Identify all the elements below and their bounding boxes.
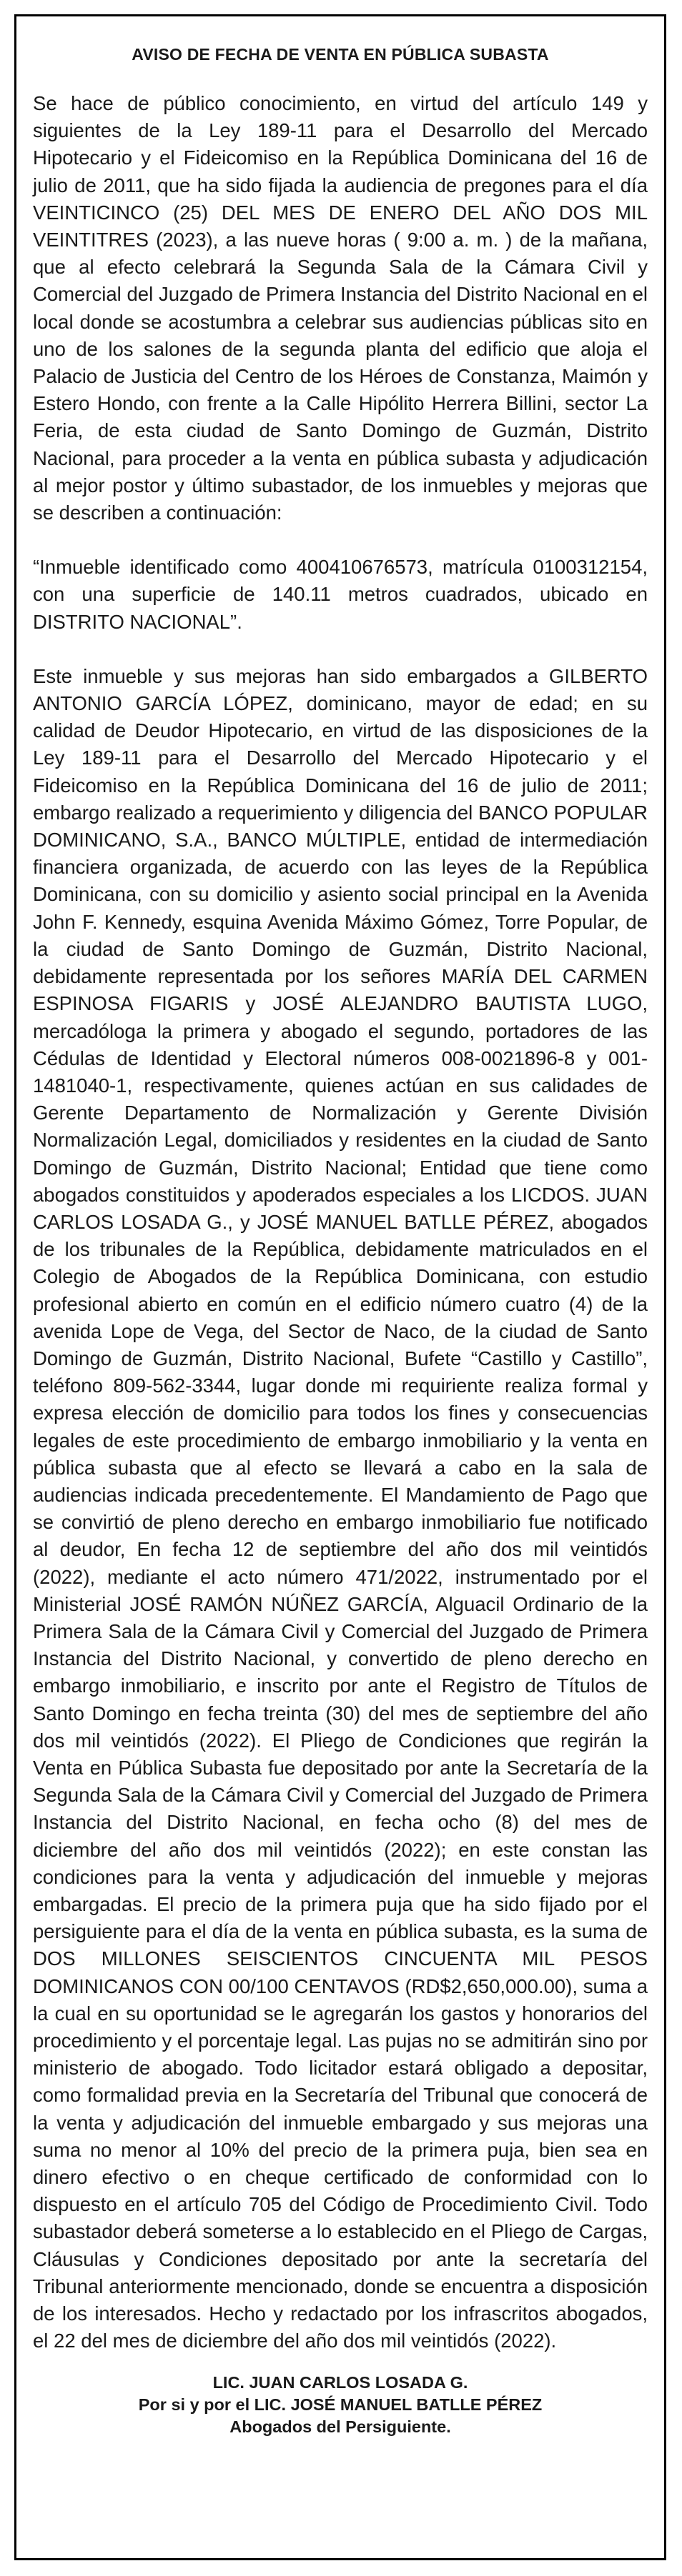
paragraph-gap (33, 526, 648, 554)
signature-block (33, 2372, 648, 2438)
signature-role: Abogados del Persiguiente. (229, 2417, 451, 2437)
notice-paragraph-property: “Inmueble identificado como 400410676573, matrícula 0100312154, con una superficie de 140.11 metros cuadrados, ubicado en DISTRITO NACIONAL”. (33, 556, 648, 633)
paragraph-gap (33, 636, 648, 663)
signature-co-lawyer: Por si y por el LIC. JOSÉ MANUEL BATLLE PÉREZ (138, 2395, 543, 2415)
notice-paragraph-hearing: Se hace de público conocimiento, en virtud del artículo 149 y siguientes de la Ley 189-11 para el Desarrollo del Mercado Hipotecario y el Fideicomiso en la República Dominicana del 16 de julio de 2011, que ha sido fijada la audiencia de pregones para el día VEINTICINCO (25) DEL MES DE ENERO DEL AÑO DOS MIL VEINTITRES (2023), a las nueve horas ( 9:00 a. m. ) de la mañana, que al efecto celebrará la Segunda Sala de la Cámara Civil y Comercial del Juzgado de Primera Instancia del Distrito Nacional en el local donde se acostumbra a celebrar sus audiencias públicas sito en uno de los salones de la segunda planta del edificio que aloja el Palacio de Justicia del Centro de los Héroes de Constanza, Maimón y Estero Hondo, con frente a la Calle Hipólito Herrera Billini, sector La Feria, de esta ciudad de Santo Domingo de Guzmán, Distrito Nacional, para proceder a la venta en pública subasta y adjudicación al mejor postor y último subastador, de los inmuebles y mejoras que se describen a continuación: (33, 92, 648, 524)
legal-notice (14, 14, 666, 2560)
signature-lawyer-name: LIC. JUAN CARLOS LOSADA G. (212, 2373, 468, 2392)
notice-paragraph-seizure: Este inmueble y sus mejoras han sido embargados a GILBERTO ANTONIO GARCÍA LÓPEZ, dominicano, mayor de edad; en su calidad de Deudor Hipotecario, en virtud de las disposiciones de la Ley 189-11 para el Desarrollo del Mercado Hipotecario y el Fideicomiso en la República Dominicana del 16 de julio de 2011; embargo realizado a requerimiento y diligencia del BANCO POPULAR DOMINICANO, S.A., BANCO MÚLTIPLE, entidad de intermediación financiera organizada, de acuerdo con las leyes de la República Dominicana, con su domicilio y asiento social principal en la Avenida John F. Kennedy, esquina Avenida Máximo Gómez, Torre Popular, de la ciudad de Santo Domingo de Guzmán, Distrito Nacional, debidamente representada por los señores MARÍA DEL CARMEN ESPINOSA FIGARIS y JOSÉ ALEJANDRO BAUTISTA LUGO, mercadóloga la primera y abogado el segundo, portadores de las Cédulas de Identidad y Electoral números 008-0021896-8 y 001-1481040-1, respectivamente, quienes actúan en sus calidades de Gerente Departamento de Normalización y Gerente División Normalización Legal, domiciliados y residentes en la ciudad de Santo Domingo de Guzmán, Distrito Nacional; Entidad que tiene como abogados constituidos y apoderados especiales a los LICDOS. JUAN CARLOS LOSADA G., y JOSÉ MANUEL BATLLE PÉREZ, abogados de los tribunales de la República, debidamente matriculados en el Colegio de Abogados de la República Dominicana, con estudio profesional abierto en común en el edificio número cuatro (4) de la avenida Lope de Vega, del Sector de Naco, de la ciudad de Santo Domingo de Guzmán, Distrito Nacional, Bufete “Castillo y Castillo”, teléfono 809-562-3344, lugar donde mi requiriente realiza formal y expresa elección de domicilio para todos los fines y consecuencias legales de este procedimiento de embargo inmobiliario y la venta en pública subasta que al efecto se llevará a cabo en la sala de audiencias indicada precedentemente. El Mandamiento de Pago que se convirtió de pleno derecho en embargo inmobiliario fue notificado al deudor, En fecha 12 de septiembre del año dos mil veintidós (2022), mediante el acto número 471/2022, instrumentado por el Ministerial JOSÉ RAMÓN NÚÑEZ GARCÍA, Alguacil Ordinario de la Primera Sala de la Cámara Civil y Comercial del Juzgado de Primera Instancia del Distrito Nacional, y convertido de pleno derecho en embargo inmobiliario, e inscrito por ante el Registro de Títulos de Santo Domingo en fecha treinta (30) del mes de septiembre del año dos mil veintidós (2022). El Pliego de Condiciones que regirán la Venta en Pública Subasta fue depositado por ante la Secretaría de la Segunda Sala de la Cámara Civil y Comercial del Juzgado de Primera Instancia del Distrito Nacional, en fecha ocho (8) del mes de diciembre del año dos mil veintidós (2022); en este constan las condiciones para la venta y adjudicación del inmueble y mejoras embargadas. El precio de la primera puja que ha sido fijado por el persiguiente para el día de la venta en pública subasta, es la suma de DOS MILLONES SEISCIENTOS CINCUENTA MIL PESOS DOMINICANOS CON 00/100 CENTAVOS (RD$2,650,000.00), suma a la cual en su oportunidad se le agregarán los gastos y honorarios del procedimiento y el porcentaje legal. Las pujas no se admitirán sino por ministerio de abogado. Todo licitador estará obligado a depositar, como formalidad previa en la Secretaría del Tribunal que conocerá de la venta y adjudicación del inmueble embargado y sus mejoras una suma no menor al 10% del precio de la primera puja, bien sea en dinero efectivo o en cheque certificado de conformidad con lo dispuesto en el artículo 705 del Código de Procedimiento Civil. Todo subastador deberá someterse a lo establecido en el Pliego de Cargas, Cláusulas y Condiciones depositado por ante la secretaría del Tribunal anteriormente mencionado, donde se encuentra a disposición de los interesados. Hecho y redactado por los infrascritos abogados, el 22 del mes de diciembre del año dos mil veintidós (2022). (33, 664, 648, 2352)
notice-title: AVISO DE FECHA DE VENTA EN PÚBLICA SUBASTA (132, 45, 549, 64)
